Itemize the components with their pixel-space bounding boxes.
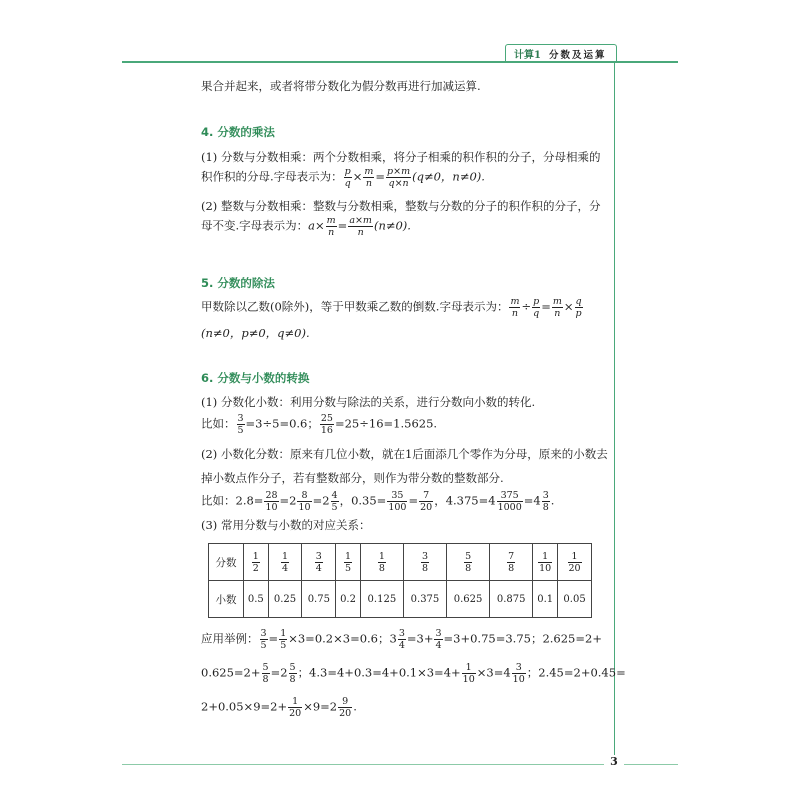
- conv-p1: (1) 分数化小数：利用分数与除法的关系，进行分数向小数的转化.: [201, 395, 536, 409]
- fraction-cell: $\frac{1}{4}$: [268, 544, 302, 581]
- header-topic: 分数及运算: [548, 49, 607, 61]
- ex1-part-b: =25÷16=1.5625.: [334, 416, 438, 431]
- app-l1-part-a: ×3=0.2×3=0.6；: [288, 631, 390, 646]
- div-p1: 甲数除以乙数(0除外)，等于甲数乘乙数的倒数.字母表示为：: [201, 299, 509, 314]
- header-section: 计算1: [514, 50, 541, 61]
- side-rule: [614, 62, 615, 762]
- running-header: [505, 44, 617, 62]
- table-row-fractions: [209, 544, 592, 581]
- header-rule: [122, 61, 678, 63]
- row-label-decimal: 小数: [209, 581, 244, 618]
- mult-p2-condition: (n≠0).: [373, 218, 411, 233]
- app-l3-part-a: 2+0.05×9=2+: [201, 699, 288, 714]
- div-formula: 甲数除以乙数(0除外)，等于甲数乘乙数的倒数.字母表示为： $\frac{m}{n}$ ÷ $\frac{p}{q}$ = $\frac{m}{n}$ × $\frac{q}{p}$: [201, 296, 582, 319]
- ex1-label: 比如：: [201, 416, 236, 431]
- ex2-label: 比如：2.8=: [201, 493, 264, 508]
- footer-rule: [122, 764, 678, 765]
- app-l3-part-b: ×9=: [303, 699, 330, 714]
- mult-formula-2: 母不变.字母表示为：a× $\frac{m}{n}$ = $\frac{a\times m}{n}$ (n≠0).: [201, 215, 411, 238]
- section-4-heading: 4. 分数的乘法: [201, 125, 275, 139]
- row-label-fraction: 分数: [209, 544, 244, 581]
- section-5-heading: 5. 分数的除法: [201, 276, 275, 290]
- app-l2-part-d: ；2.45=2+0.45=: [526, 665, 626, 680]
- conv-p2a: (2) 小数化分数：原来有几位小数，就在1后面添几个零作为分母，原来的小数去: [201, 447, 608, 461]
- ex1-part-a: =3÷5=0.6；: [245, 416, 319, 431]
- decimal-cell: 0.75: [302, 581, 336, 618]
- decimal-cell: 0.125: [360, 581, 403, 618]
- fraction-cell: $\frac{1}{20}$: [558, 544, 592, 581]
- decimal-cell: 0.5: [244, 581, 269, 618]
- fraction-cell: $\frac{1}{10}$: [533, 544, 558, 581]
- decimal-cell: 0.25: [268, 581, 302, 618]
- fraction-cell: $\frac{1}{8}$: [360, 544, 403, 581]
- decimal-cell: 0.2: [336, 581, 361, 618]
- decimal-cell: 0.625: [447, 581, 490, 618]
- fraction-cell: $\frac{7}{8}$: [490, 544, 533, 581]
- app-l1-part-b: =3+0.75=3.75；2.625=2+: [443, 631, 602, 646]
- app-l2-part-c: ×3=: [476, 665, 504, 680]
- app-line-1: 应用举例： $\frac{3}{5}$ = $\frac{1}{5}$ ×3=0.2×3=0.6；3 $\frac{3}{4}$ =3+ $\frac{3}{4}$ =3+0.75=3.75；2.625=2+: [201, 628, 602, 651]
- decimal-cell: 0.1: [533, 581, 558, 618]
- app-l2-part-a: 0.625=2+: [201, 665, 261, 680]
- div-condition: (n≠0，p≠0，q≠0).: [201, 326, 310, 340]
- fraction-cell: $\frac{5}{8}$: [447, 544, 490, 581]
- table-row-decimals: [209, 581, 592, 618]
- page-number: 3: [604, 755, 624, 773]
- mult-p2b: 母不变.字母表示为：: [201, 218, 309, 233]
- conv-p3: (3) 常用分数与小数的对应关系：: [201, 518, 371, 532]
- mult-p2a: (2) 整数与分数相乘：整数与分数相乘，整数与分数的分子的积作积的分子，分: [201, 199, 601, 213]
- fraction-cell: $\frac{3}{8}$: [403, 544, 446, 581]
- app-line-3: 2+0.05×9=2+ $\frac{1}{20}$ ×9=2 $\frac{9}{20}$ .: [201, 696, 357, 719]
- conv-example-1: 比如： $\frac{3}{5}$ =3÷5=0.6； $\frac{25}{16}$ =25÷16=1.5625.: [201, 413, 438, 436]
- conv-example-2: 比如：2.8= $\frac{28}{10}$ =2 $\frac{8}{10}$ =2 $\frac{4}{5}$ ，0.35= $\frac{35}{100}$ = $\frac{7}{20}$ ，4.375=4 $\frac{375}{1000}$ =4 $\frac{3}{8}$ .: [201, 490, 555, 513]
- mult-p1b: 积作积的分母.字母表示为：: [201, 169, 343, 184]
- app-l2-part-b: ；4.3=4+0.3=4+0.1×3=4+: [297, 665, 461, 680]
- decimal-cell: 0.875: [490, 581, 533, 618]
- decimal-cell: 0.375: [403, 581, 446, 618]
- mult-p1a: (1) 分数与分数相乘：两个分数相乘，将分子相乘的积作积的分子，分母相乘的: [201, 150, 601, 164]
- fraction-cell: $\frac{1}{5}$: [336, 544, 361, 581]
- fraction-cell: $\frac{3}{4}$: [302, 544, 336, 581]
- intro-text: 果合并起来，或者将带分数化为假分数再进行加减运算.: [201, 79, 481, 93]
- app-label: 应用举例：: [201, 631, 259, 646]
- decimal-cell: 0.05: [558, 581, 592, 618]
- fraction-cell: $\frac{1}{2}$: [244, 544, 269, 581]
- mult-p1-condition: (q≠0，n≠0).: [412, 169, 485, 184]
- fraction-decimal-table: [208, 543, 592, 618]
- conv-p2b: 掉小数点作分子，若有整数部分，则作为带分数的整数部分.: [201, 471, 504, 485]
- app-line-2: 0.625=2+ $\frac{5}{8}$ =2 $\frac{5}{8}$ ；4.3=4+0.3=4+0.1×3=4+ $\frac{1}{10}$ ×3=4 $\frac{3}{10}$ ；2.45=2+0.45=: [201, 662, 626, 685]
- mult-formula-1: 积作积的分母.字母表示为： $\frac{p}{q}$ × $\frac{m}{n}$ = $\frac{p\times m}{q\times n}$ (q≠0，n≠0).: [201, 166, 485, 189]
- section-6-heading: 6. 分数与小数的转换: [201, 371, 310, 385]
